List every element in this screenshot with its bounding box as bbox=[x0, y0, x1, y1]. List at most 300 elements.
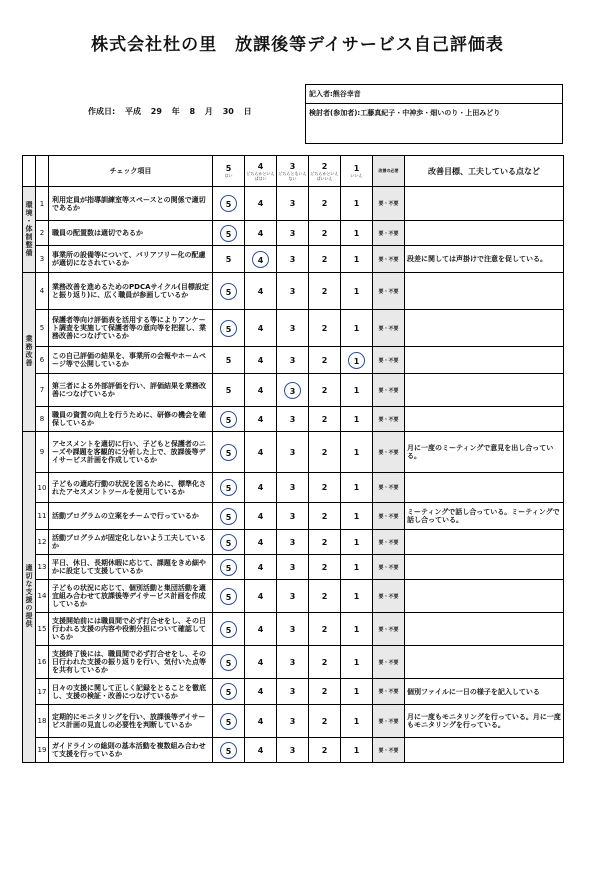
rating-value: 4 bbox=[257, 745, 264, 755]
category-cell bbox=[23, 187, 36, 273]
row-number: 10 bbox=[36, 473, 49, 503]
header-cat bbox=[23, 156, 36, 187]
table-row bbox=[23, 273, 564, 310]
improvement-needed[interactable]: 要・不要 bbox=[373, 679, 405, 705]
rating-value: 2 bbox=[321, 286, 328, 296]
rating-cell-4[interactable] bbox=[245, 503, 277, 530]
improvement-needed[interactable]: 要・不要 bbox=[373, 374, 405, 407]
row-number: 5 bbox=[36, 310, 49, 347]
evaluation-body bbox=[23, 187, 564, 763]
row-number: 8 bbox=[36, 407, 49, 432]
check-item: 利用定員が指導訓練室等スペースとの関係で適切であるか bbox=[49, 187, 213, 221]
check-item: 保護者等向け評価表を活用する等によりアンケート調査を実施して保護者等の意向等を把握し、業務改善につなげているか bbox=[49, 310, 213, 347]
row-number: 2 bbox=[36, 221, 49, 246]
improvement-goal: 月に一度もモニタリングを行っている。月に一度もモニタリングを行っている。 bbox=[405, 705, 564, 738]
rating-value: 1 bbox=[353, 414, 360, 424]
header-rating-3 bbox=[277, 156, 309, 187]
check-item: 平日、休日、長期休暇に応じて、課題をきめ細やかに設定して支援しているか bbox=[49, 555, 213, 580]
rating-value: 1 bbox=[353, 323, 360, 333]
rating-value: 4 bbox=[257, 624, 264, 634]
rating-cell-2[interactable] bbox=[309, 705, 341, 738]
rating-value: 2 bbox=[321, 537, 328, 547]
rating-value: 1 bbox=[353, 716, 360, 726]
improvement-needed[interactable]: 要・不要 bbox=[373, 473, 405, 503]
rating-value: 4 bbox=[257, 286, 264, 296]
rating-cell-1[interactable] bbox=[341, 613, 373, 646]
row-number: 4 bbox=[36, 273, 49, 310]
rating-circle: 4 bbox=[252, 251, 269, 268]
rating-cell-2[interactable] bbox=[309, 246, 341, 273]
rating-cell-5[interactable] bbox=[213, 246, 245, 273]
rating-cell-1[interactable] bbox=[341, 221, 373, 246]
rating-value: 4 bbox=[257, 716, 264, 726]
rating-value: 5 bbox=[225, 254, 232, 264]
rating-cell-1[interactable] bbox=[341, 347, 373, 374]
rating-cell-5[interactable] bbox=[213, 273, 245, 310]
header-rating-1-num: 1 bbox=[353, 164, 360, 173]
rating-value: 2 bbox=[321, 228, 328, 238]
improvement-needed[interactable]: 要・不要 bbox=[373, 555, 405, 580]
table-row bbox=[23, 432, 564, 473]
improvement-goal bbox=[405, 530, 564, 555]
rating-cell-4[interactable] bbox=[245, 407, 277, 432]
rating-value: 4 bbox=[257, 323, 264, 333]
category-cell bbox=[23, 432, 36, 763]
rating-cell-3[interactable] bbox=[277, 580, 309, 613]
rating-cell-3[interactable] bbox=[277, 273, 309, 310]
rating-value: 4 bbox=[257, 511, 264, 521]
rating-cell-3[interactable] bbox=[277, 374, 309, 407]
rating-value: 3 bbox=[289, 286, 296, 296]
rating-cell-5[interactable] bbox=[213, 473, 245, 503]
table-row bbox=[23, 580, 564, 613]
rating-value: 4 bbox=[257, 228, 264, 238]
check-item: 日々の支援に関して正しく記録をとることを徹底し、支援の検証・改善につなげているか bbox=[49, 679, 213, 705]
rating-value: 1 bbox=[353, 254, 360, 264]
rating-cell-3[interactable] bbox=[277, 246, 309, 273]
rating-cell-4[interactable] bbox=[245, 246, 277, 273]
rating-cell-1[interactable] bbox=[341, 503, 373, 530]
table-row bbox=[23, 530, 564, 555]
rating-cell-5[interactable] bbox=[213, 530, 245, 555]
rating-cell-3[interactable] bbox=[277, 347, 309, 374]
rating-value: 2 bbox=[321, 483, 328, 492]
rating-cell-4[interactable] bbox=[245, 374, 277, 407]
rating-value: 3 bbox=[289, 537, 296, 547]
created-era: 平成 bbox=[125, 107, 141, 116]
row-number: 9 bbox=[36, 432, 49, 473]
rating-value: 2 bbox=[321, 199, 328, 208]
rating-cell-5[interactable] bbox=[213, 646, 245, 679]
rating-value: 3 bbox=[289, 447, 296, 457]
header-no bbox=[36, 156, 49, 187]
recorder-name: 記入者:熊谷幸音 bbox=[309, 90, 361, 98]
improvement-goal bbox=[405, 473, 564, 503]
rating-cell-5[interactable] bbox=[213, 310, 245, 347]
created-month: 8 bbox=[189, 107, 196, 116]
rating-cell-1[interactable] bbox=[341, 646, 373, 679]
header-rating-1-sub: いいえ bbox=[350, 173, 363, 178]
rating-value: 4 bbox=[257, 591, 264, 601]
rating-cell-3[interactable] bbox=[277, 432, 309, 473]
header-rating-3-sub: どちらともいえない bbox=[278, 170, 307, 181]
rating-value: 1 bbox=[353, 591, 360, 601]
category-cell bbox=[23, 273, 36, 432]
rating-cell-4[interactable] bbox=[245, 310, 277, 347]
rating-value: 2 bbox=[321, 591, 328, 601]
table-row bbox=[23, 738, 564, 763]
improvement-goal bbox=[405, 347, 564, 374]
row-number: 13 bbox=[36, 555, 49, 580]
rating-cell-3[interactable] bbox=[277, 555, 309, 580]
rating-value: 3 bbox=[289, 323, 296, 333]
rating-value: 1 bbox=[353, 511, 360, 521]
rating-cell-1[interactable] bbox=[341, 679, 373, 705]
header-rating-4-sub: どちらかといえばはい bbox=[246, 170, 275, 181]
table-row bbox=[23, 310, 564, 347]
row-number: 6 bbox=[36, 347, 49, 374]
rating-value: 3 bbox=[289, 657, 296, 667]
rating-circle: 5 bbox=[220, 588, 237, 605]
rating-cell-4[interactable] bbox=[245, 679, 277, 705]
improvement-needed[interactable]: 要・不要 bbox=[373, 705, 405, 738]
header-rating-1 bbox=[341, 156, 373, 187]
rating-value: 5 bbox=[225, 355, 232, 365]
rating-value: 2 bbox=[321, 355, 328, 365]
rating-cell-2[interactable] bbox=[309, 646, 341, 679]
row-number: 16 bbox=[36, 646, 49, 679]
rating-value: 1 bbox=[353, 562, 360, 572]
rating-value: 3 bbox=[289, 745, 296, 755]
improvement-goal: ミーティングで話し合っている。ミーティングで話し合っている。 bbox=[405, 503, 564, 530]
rating-cell-5[interactable] bbox=[213, 503, 245, 530]
rating-value: 1 bbox=[353, 657, 360, 667]
header-rating-4-num: 4 bbox=[257, 161, 264, 171]
rating-cell-4[interactable] bbox=[245, 613, 277, 646]
rating-value: 3 bbox=[289, 199, 296, 208]
rating-cell-1[interactable] bbox=[341, 273, 373, 310]
rating-value: 4 bbox=[257, 537, 264, 547]
rating-value: 1 bbox=[353, 687, 360, 696]
rating-cell-4[interactable] bbox=[245, 555, 277, 580]
header-rating-2 bbox=[309, 156, 341, 187]
rating-cell-4[interactable] bbox=[245, 705, 277, 738]
rating-cell-2[interactable] bbox=[309, 503, 341, 530]
improvement-needed[interactable]: 要・不要 bbox=[373, 246, 405, 273]
rating-cell-2[interactable] bbox=[309, 221, 341, 246]
rating-cell-5[interactable] bbox=[213, 580, 245, 613]
rating-cell-2[interactable] bbox=[309, 613, 341, 646]
table-row bbox=[23, 473, 564, 503]
table-row bbox=[23, 679, 564, 705]
page-title: 株式会社杜の里 放課後等デイサービス自己評価表 bbox=[91, 35, 504, 55]
check-item: 第三者による外部評価を行い、評価結果を業務改善につなげているか bbox=[49, 374, 213, 407]
rating-cell-3[interactable] bbox=[277, 407, 309, 432]
rating-value: 4 bbox=[257, 385, 264, 395]
row-number: 1 bbox=[36, 187, 49, 221]
rating-cell-5[interactable] bbox=[213, 407, 245, 432]
rating-cell-4[interactable] bbox=[245, 473, 277, 503]
table-row bbox=[23, 246, 564, 273]
header-rating-5 bbox=[213, 156, 245, 187]
row-number: 17 bbox=[36, 679, 49, 705]
improvement-needed[interactable]: 要・不要 bbox=[373, 646, 405, 679]
rating-value: 2 bbox=[321, 687, 328, 696]
rating-cell-4[interactable] bbox=[245, 646, 277, 679]
rating-cell-3[interactable] bbox=[277, 613, 309, 646]
rating-value: 2 bbox=[321, 716, 328, 726]
improvement-goal bbox=[405, 646, 564, 679]
header-rating-5-num: 5 bbox=[225, 164, 232, 173]
rating-value: 3 bbox=[289, 624, 296, 634]
recorder-box bbox=[305, 84, 563, 144]
rating-value: 2 bbox=[321, 254, 328, 264]
improvement-needed[interactable]: 要・不要 bbox=[373, 613, 405, 646]
table-row bbox=[23, 221, 564, 246]
created-date bbox=[88, 106, 259, 117]
row-number: 11 bbox=[36, 503, 49, 530]
header-rating-5-sub: はい bbox=[224, 173, 233, 178]
created-year: 29 bbox=[150, 107, 162, 116]
row-number: 14 bbox=[36, 580, 49, 613]
rating-value: 2 bbox=[321, 447, 328, 457]
row-number: 12 bbox=[36, 530, 49, 555]
rating-value: 3 bbox=[289, 716, 296, 726]
improvement-goal bbox=[405, 407, 564, 432]
rating-cell-5[interactable] bbox=[213, 347, 245, 374]
rating-cell-3[interactable] bbox=[277, 646, 309, 679]
rating-value: 2 bbox=[321, 385, 328, 395]
rating-cell-3[interactable] bbox=[277, 705, 309, 738]
rating-value: 4 bbox=[257, 447, 264, 457]
table-row bbox=[23, 646, 564, 679]
improvement-goal bbox=[405, 221, 564, 246]
rating-circle: 5 bbox=[220, 479, 237, 496]
rating-cell-1[interactable] bbox=[341, 187, 373, 221]
improvement-needed[interactable]: 要・不要 bbox=[373, 187, 405, 221]
rating-value: 4 bbox=[257, 657, 264, 667]
rating-circle: 5 bbox=[220, 713, 237, 730]
check-item: 活動プログラムが固定化しないよう工夫しているか bbox=[49, 530, 213, 555]
improvement-needed[interactable]: 要・不要 bbox=[373, 530, 405, 555]
created-year-unit: 年 bbox=[171, 107, 180, 116]
rating-cell-5[interactable] bbox=[213, 613, 245, 646]
check-item: 子どもの状況に応じて、個別活動と集団活動を適宜組み合わせて放課後等デイサービス計画を作成しているか bbox=[49, 580, 213, 613]
rating-cell-3[interactable] bbox=[277, 221, 309, 246]
improvement-goal: 月に一度のミーティングで意見を出し合っている。 bbox=[405, 432, 564, 473]
rating-circle: 5 bbox=[220, 444, 237, 461]
check-item: 事業所の設備等について、バリアフリー化の配慮が適切になされているか bbox=[49, 246, 213, 273]
rating-cell-4[interactable] bbox=[245, 187, 277, 221]
category-label: 環境・体制整備 bbox=[25, 200, 33, 257]
row-number: 7 bbox=[36, 374, 49, 407]
rating-cell-2[interactable] bbox=[309, 374, 341, 407]
check-item: この自己評価の結果を、事業所の会報やホームページ等で公開しているか bbox=[49, 347, 213, 374]
improvement-goal bbox=[405, 310, 564, 347]
check-item: 職員の資質の向上を行うために、研修の機会を確保しているか bbox=[49, 407, 213, 432]
header-rating-2-num: 2 bbox=[321, 161, 328, 171]
rating-cell-1[interactable] bbox=[341, 407, 373, 432]
category-label: 適切な支援の提供 bbox=[25, 564, 33, 628]
rating-cell-1[interactable] bbox=[341, 246, 373, 273]
rating-cell-4[interactable] bbox=[245, 347, 277, 374]
check-item: 活動プログラムの立案をチームで行っているか bbox=[49, 503, 213, 530]
rating-value: 1 bbox=[353, 745, 360, 755]
rating-cell-1[interactable] bbox=[341, 432, 373, 473]
rating-circle: 5 bbox=[220, 195, 237, 212]
rating-value: 3 bbox=[289, 228, 296, 238]
check-item: アセスメントを適切に行い、子どもと保護者のニーズや課題を客観的に分析した上で、放課後等デイサービス計画を作成しているか bbox=[49, 432, 213, 473]
improvement-goal bbox=[405, 187, 564, 221]
rating-circle: 5 bbox=[220, 225, 237, 242]
improvement-goal bbox=[405, 738, 564, 763]
rating-cell-2[interactable] bbox=[309, 407, 341, 432]
improvement-needed[interactable]: 要・不要 bbox=[373, 310, 405, 347]
row-number: 18 bbox=[36, 705, 49, 738]
rating-cell-2[interactable] bbox=[309, 580, 341, 613]
rating-cell-2[interactable] bbox=[309, 347, 341, 374]
rating-circle: 5 bbox=[220, 559, 237, 576]
rating-value: 2 bbox=[321, 511, 328, 521]
rating-value: 4 bbox=[257, 414, 264, 424]
rating-cell-3[interactable] bbox=[277, 530, 309, 555]
rating-value: 2 bbox=[321, 657, 328, 667]
rating-cell-2[interactable] bbox=[309, 738, 341, 763]
rating-circle: 5 bbox=[220, 654, 237, 671]
rating-cell-5[interactable] bbox=[213, 432, 245, 473]
rating-cell-2[interactable] bbox=[309, 273, 341, 310]
rating-value: 2 bbox=[321, 562, 328, 572]
rating-value: 2 bbox=[321, 745, 328, 755]
rating-cell-3[interactable] bbox=[277, 187, 309, 221]
rating-cell-3[interactable] bbox=[277, 473, 309, 503]
rating-circle: 5 bbox=[220, 411, 237, 428]
rating-cell-1[interactable] bbox=[341, 705, 373, 738]
rating-value: 1 bbox=[353, 199, 360, 208]
rating-value: 1 bbox=[353, 228, 360, 238]
rating-cell-4[interactable] bbox=[245, 432, 277, 473]
table-row bbox=[23, 407, 564, 432]
rating-cell-4[interactable] bbox=[245, 580, 277, 613]
header-row bbox=[23, 156, 564, 187]
rating-value: 1 bbox=[353, 624, 360, 634]
rating-value: 3 bbox=[289, 511, 296, 521]
rating-value: 1 bbox=[353, 447, 360, 457]
rating-cell-5[interactable] bbox=[213, 221, 245, 246]
check-item: 子どもの適応行動の状況を図るために、標準化されたアセスメントツールを使用しているか bbox=[49, 473, 213, 503]
rating-cell-4[interactable] bbox=[245, 273, 277, 310]
rating-cell-2[interactable] bbox=[309, 555, 341, 580]
improvement-goal bbox=[405, 555, 564, 580]
rating-cell-1[interactable] bbox=[341, 530, 373, 555]
recorder-divider bbox=[306, 103, 562, 104]
recorder-participants: 検討者(参加者):工藤真紀子・中神歩・畑いのり・上田みどり bbox=[309, 109, 501, 117]
improvement-needed[interactable]: 要・不要 bbox=[373, 273, 405, 310]
improvement-needed[interactable]: 要・不要 bbox=[373, 432, 405, 473]
table-row bbox=[23, 705, 564, 738]
table-row bbox=[23, 613, 564, 646]
rating-cell-2[interactable] bbox=[309, 679, 341, 705]
rating-cell-5[interactable] bbox=[213, 738, 245, 763]
rating-cell-3[interactable] bbox=[277, 738, 309, 763]
improvement-goal bbox=[405, 580, 564, 613]
rating-cell-3[interactable] bbox=[277, 310, 309, 347]
rating-value: 3 bbox=[289, 254, 296, 264]
rating-cell-1[interactable] bbox=[341, 374, 373, 407]
rating-value: 3 bbox=[289, 562, 296, 572]
header-goal: 改善目標、工夫している点など bbox=[405, 156, 564, 187]
rating-cell-2[interactable] bbox=[309, 473, 341, 503]
table-row bbox=[23, 555, 564, 580]
header-rating-3-num: 3 bbox=[289, 161, 296, 171]
row-number: 3 bbox=[36, 246, 49, 273]
table-row bbox=[23, 374, 564, 407]
rating-cell-1[interactable] bbox=[341, 310, 373, 347]
created-day: 30 bbox=[222, 107, 234, 116]
rating-cell-2[interactable] bbox=[309, 432, 341, 473]
header-rating-2-sub: どちらかといえばいいえ bbox=[310, 170, 339, 181]
rating-cell-5[interactable] bbox=[213, 187, 245, 221]
rating-cell-1[interactable] bbox=[341, 738, 373, 763]
check-item: 定期的にモニタリングを行い、放課後等デイサービス計画の見直しの必要性を判断しているか bbox=[49, 705, 213, 738]
check-item: ガイドラインの総則の基本活動を複数組み合わせて支援を行っているか bbox=[49, 738, 213, 763]
rating-value: 2 bbox=[321, 323, 328, 333]
rating-circle: 5 bbox=[220, 683, 237, 700]
evaluation-table bbox=[22, 155, 564, 763]
rating-value: 2 bbox=[321, 624, 328, 634]
improvement-needed[interactable]: 要・不要 bbox=[373, 503, 405, 530]
rating-cell-4[interactable] bbox=[245, 221, 277, 246]
header-req: 改善の必要 bbox=[373, 156, 405, 187]
rating-value: 3 bbox=[289, 355, 296, 365]
rating-cell-1[interactable] bbox=[341, 473, 373, 503]
improvement-needed[interactable]: 要・不要 bbox=[373, 738, 405, 763]
rating-cell-5[interactable] bbox=[213, 679, 245, 705]
created-label: 作成日: bbox=[88, 107, 116, 116]
created-month-unit: 月 bbox=[204, 107, 213, 116]
rating-cell-1[interactable] bbox=[341, 580, 373, 613]
improvement-goal bbox=[405, 273, 564, 310]
rating-cell-1[interactable] bbox=[341, 555, 373, 580]
rating-value: 4 bbox=[257, 199, 264, 208]
rating-cell-5[interactable] bbox=[213, 374, 245, 407]
category-label: 業務改善 bbox=[25, 335, 33, 367]
table-row bbox=[23, 187, 564, 221]
rating-cell-4[interactable] bbox=[245, 738, 277, 763]
rating-cell-2[interactable] bbox=[309, 530, 341, 555]
rating-value: 2 bbox=[321, 414, 328, 424]
rating-value: 1 bbox=[353, 483, 360, 492]
rating-value: 4 bbox=[257, 687, 264, 696]
rating-value: 4 bbox=[257, 483, 264, 492]
rating-cell-2[interactable] bbox=[309, 187, 341, 221]
rating-circle: 5 bbox=[220, 742, 237, 759]
rating-cell-3[interactable] bbox=[277, 679, 309, 705]
rating-cell-5[interactable] bbox=[213, 705, 245, 738]
improvement-needed[interactable]: 要・不要 bbox=[373, 407, 405, 432]
improvement-goal: 段差に関しては声掛けで注意を促している。 bbox=[405, 246, 564, 273]
improvement-goal: 個別ファイルに一日の様子を記入している bbox=[405, 679, 564, 705]
improvement-needed[interactable]: 要・不要 bbox=[373, 347, 405, 374]
rating-cell-3[interactable] bbox=[277, 503, 309, 530]
improvement-needed[interactable]: 要・不要 bbox=[373, 580, 405, 613]
rating-cell-5[interactable] bbox=[213, 555, 245, 580]
table-row bbox=[23, 503, 564, 530]
rating-cell-2[interactable] bbox=[309, 310, 341, 347]
rating-cell-4[interactable] bbox=[245, 530, 277, 555]
header-rating-4 bbox=[245, 156, 277, 187]
improvement-needed[interactable]: 要・不要 bbox=[373, 221, 405, 246]
